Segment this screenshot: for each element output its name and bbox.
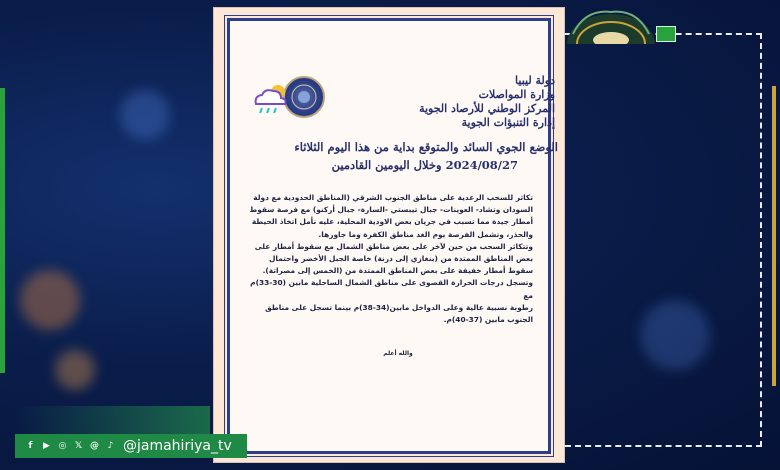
background-glow bbox=[120, 90, 170, 140]
dashed-frame bbox=[565, 33, 762, 447]
bulletin-body bbox=[243, 192, 533, 326]
body-line: والحذر، وتشمل الفرصة يوم الغد مناطق الكفرة وما جاورها. bbox=[318, 229, 533, 239]
body-line: السودان وتشاد- العوينات- جبال تيبستي -السارة- جبال أركنو) مع فرصة سقوط bbox=[249, 205, 533, 215]
body-line: وتسجل درجات الحرارة القصوى على مناطق الشمال الساحلية مابين (30-33)م مع bbox=[250, 278, 533, 300]
green-square-decoration bbox=[656, 26, 676, 42]
x-icon[interactable]: 𝕏 bbox=[74, 441, 83, 451]
header-department: إدارة التنبؤات الجوية bbox=[461, 116, 555, 129]
body-line: سقوط أمطار خفيفة على بعض المناطق الممتدة من (الخمس إلى مصراتة). bbox=[262, 266, 533, 276]
tiktok-icon[interactable]: ♪ bbox=[107, 441, 114, 451]
bulletin-title: الوضع الجوي السائد والمتوقع بداية من هذا اليوم الثلاثاء bbox=[294, 140, 558, 154]
body-line: أمطار جيدة مما تسبب في جريان بعض الاودية المحلية، عليه نأمل اتخاذ الحيطة bbox=[251, 217, 533, 227]
instagram-icon[interactable]: ◎ bbox=[58, 441, 67, 451]
youtube-icon[interactable]: ▶ bbox=[43, 441, 50, 451]
background-glow bbox=[20, 270, 80, 330]
body-line: تكاثر للسحب الرعدية على مناطق الجنوب الشرقي (المناطق الحدودية مع دولة bbox=[253, 193, 533, 202]
bulletin-date-line: 2024/08/27 وخلال اليومين القادمين bbox=[331, 158, 518, 172]
social-media-bar bbox=[15, 434, 247, 458]
closing-signature: والله أعلم bbox=[383, 350, 413, 357]
ornament-decoration bbox=[565, 4, 657, 44]
lower-stripe bbox=[14, 406, 210, 434]
body-line: رطوبة نسبية عالية وعلى الدواخل مابين(34-38)م بينما تسجل على مناطق bbox=[265, 302, 533, 312]
right-accent-bar bbox=[772, 86, 776, 386]
body-line: بعض المناطق الممتدة من (بنغازي إلى درنة) خاصة الجبل الأخضر واحتمال bbox=[269, 254, 533, 264]
background-glow bbox=[55, 350, 95, 390]
left-accent-bar bbox=[0, 88, 5, 373]
facebook-icon[interactable]: f bbox=[28, 441, 33, 451]
social-handle[interactable]: @jamahiriya_tv bbox=[123, 438, 232, 454]
rain-cloud-icon bbox=[250, 82, 292, 116]
body-line: وتتكاثر السحب من حين لآخر على بعض مناطق الشمال مع سقوط أمطار على bbox=[254, 241, 533, 251]
header-ministry: وزارة المواصلات bbox=[478, 88, 555, 101]
body-line: الجنوب مابين (37-40)م. bbox=[443, 315, 533, 325]
threads-icon[interactable]: @ bbox=[90, 441, 99, 451]
header-country: دولة ليبيا bbox=[515, 74, 555, 87]
header-center: المركز الوطني للأرصاد الجوية bbox=[419, 102, 555, 115]
